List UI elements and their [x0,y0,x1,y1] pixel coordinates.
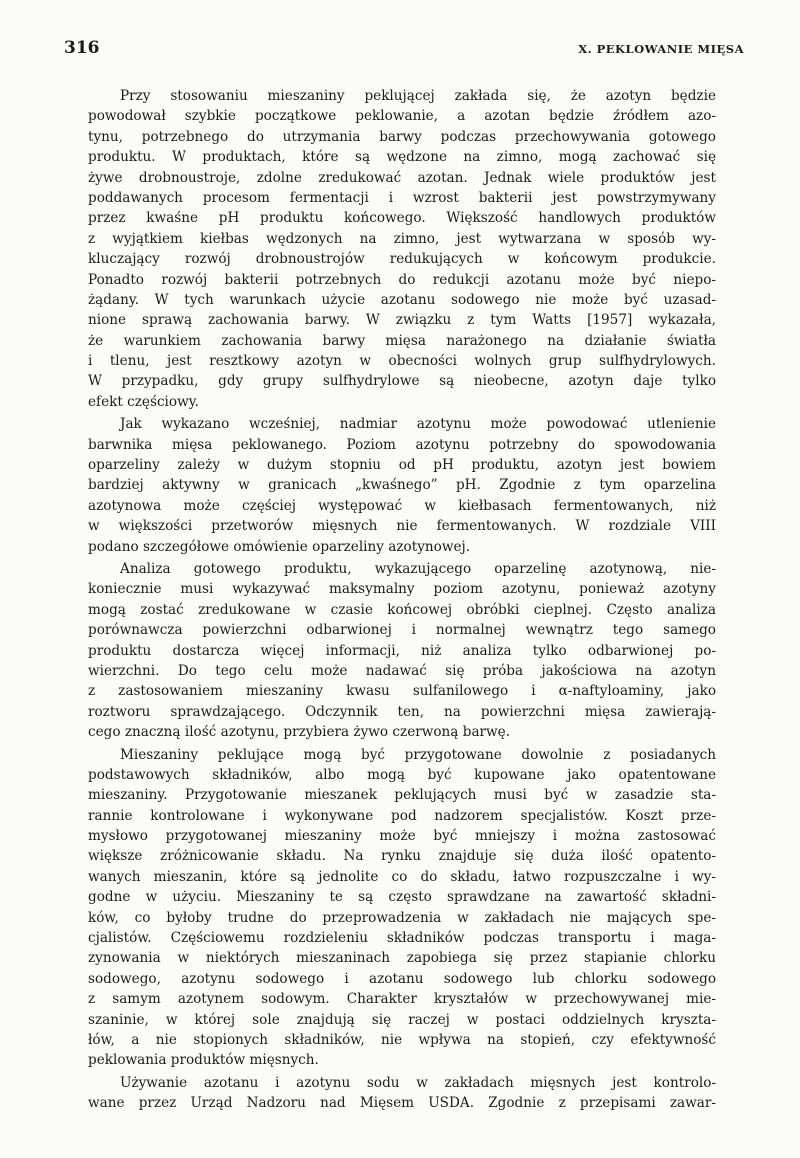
text-line: oparzeliny zależy w dużym stopniu od pH produktu, azotyn jest bowiem [88,457,716,474]
text-line: z wyjątkiem kiełbas wędzonych na zimno, jest wytwarzana w sposób wy- [88,230,716,247]
text-line: wane przez Urząd Nadzoru nad Mięsem USDA. Zgodnie z przepisami zawar- [88,1095,716,1112]
text-line: ków, co byłoby trudne do przeprowadzenia w zakładach nie mających spe- [88,909,716,926]
text-line: że warunkiem zachowania barwy mięsa narażonego na działanie światła [88,332,716,349]
text-line: roztworu sprawdzającego. Odczynnik ten, na powierzchni mięsa zawierają- [88,703,716,720]
text-line: przez kwaśne pH produktu końcowego. Większość handlowych produktów [88,210,716,227]
paragraph [88,745,716,1071]
text-line: godne w użyciu. Mieszaniny te są często sprawdzane na zawartość składni- [88,889,716,906]
paragraph [88,414,716,557]
text-line: produktu. W produktach, które są wędzone na zimno, mogą zachować się [88,149,716,166]
text-line: tynu, potrzebnego do utrzymania barwy podczas przechowywania gotowego [88,128,716,145]
text-line: zynowania w niektórych mieszaninach zapobiega się przez stapianie chlorku [88,950,716,967]
text-line: cego znaczną ilość azotynu, przybiera żywo czerwoną barwę. [88,724,511,741]
text-line: podano szczegółowe omówienie oparzeliny azotynowej. [88,538,471,555]
text-line: mogą zostać zredukowane w czasie końcowej obróbki cieplnej. Często analiza [88,601,716,618]
text-line: porównawcza powierzchni odbarwionej i normalnej wewnątrz tego samego [88,622,716,639]
text-line: żywe drobnoustroje, zdolne zredukować azotan. Jednak wiele produktów jest [88,169,716,186]
page-header [64,38,744,62]
paragraph [88,1073,716,1114]
text-line: W przypadku, gdy grupy sulfhydrylowe są nieobecne, azotyn daje tylko [88,373,716,390]
page-number: 316 [64,38,100,58]
text-line: Używanie azotanu i azotynu sodu w zakładach mięsnych jest kontrolo- [120,1074,716,1091]
text-line: Jak wykazano wcześniej, nadmiar azotynu może powodować utlenienie [120,416,716,433]
text-line: podstawowych składników, albo mogą być kupowane jako opatentowane [88,766,716,783]
text-line: Ponadto rozwój bakterii potrzebnych do redukcji azotanu może być niepo- [88,271,716,288]
text-line: efekt częściowy. [88,393,199,410]
text-line: poddawanych procesom fermentacji i wzrost bakterii jest powstrzymywany [88,189,716,206]
text-line: z samym azotynem sodowym. Charakter kryształów w przechowywanej mie- [88,991,716,1008]
text-line: azotynowa może częściej występować w kiełbasach fermentowanych, niż [88,497,716,514]
text-line: i tlenu, jest resztkowy azotyn w obecności wolnych grup sulfhydrylowych. [88,353,716,370]
text-line: mysłowo przygotowanej mieszaniny może być mniejszy i można zastosować [88,828,716,845]
text-line: w większości przetworów mięsnych nie fermentowanych. W rozdziale VIII [88,518,716,535]
text-line: mieszaniny. Przygotowanie mieszanek peklujących musi być w zasadzie sta- [88,787,716,804]
text-line: powodował szybkie początkowe peklowanie, a azotan będzie źródłem azo- [88,108,716,125]
paragraph [88,559,716,743]
text-line: cjalistów. Częściowemu rozdzieleniu składników podczas transportu i maga- [88,930,716,947]
text-line: łów, a nie stopionych składników, nie wpływa na stopień, czy efektywność [88,1031,716,1048]
text-line: wierzchni. Do tego celu może nadawać się próba jakościowa na azotyn [88,662,716,679]
text-line: Mieszaniny peklujące mogą być przygotowane dowolnie z posiadanych [120,746,716,763]
text-line: większe zróżnicowanie składu. Na rynku znajduje się duża ilość opatento- [88,848,716,865]
text-line: produktu dostarcza więcej informacji, niż analiza tylko odbarwionej po- [88,642,716,659]
text-line: nione sprawą zachowania barwy. W związku z tym Watts [1957] wykazała, [88,312,716,329]
running-head: X. PEKLOWANIE MIĘSA [578,42,744,56]
text-line: Przy stosowaniu mieszaniny peklującej zakłada się, że azotyn będzie [120,88,716,104]
text-line: rannie kontrolowane i wykonywane pod nadzorem specjalistów. Koszt prze- [88,807,716,824]
text-line: bardziej aktywny w granicach „kwaśnego” pH. Zgodnie z tym oparzelina [88,477,716,494]
text-line: żądany. W tych warunkach użycie azotanu sodowego nie może być uzasad- [88,291,716,308]
text-line: wanych mieszanin, które są jednolite co do składu, łatwo rozpuszczalne i wy- [88,868,716,885]
text-line: barwnika mięsa peklowanego. Poziom azotynu potrzebny do spowodowania [88,436,716,453]
paragraph [88,86,716,412]
text-line: kluczający rozwój drobnoustrojów redukujących w końcowym produkcie. [88,251,716,268]
text-line: peklowania produktów mięsnych. [88,1052,319,1069]
text-line: z zastosowaniem mieszaniny kwasu sulfanilowego i α-naftyloaminy, jako [88,683,716,700]
body-text [88,86,716,1116]
text-line: sodowego, azotynu sodowego i azotanu sodowego lub chlorku sodowego [88,970,716,987]
text-line: koniecznie musi wykazywać maksymalny poziom azotynu, ponieważ azotyny [88,581,716,598]
text-line: Analiza gotowego produktu, wykazującego oparzelinę azotynową, nie- [120,560,716,577]
text-line: szaninie, w której sole znajdują się raczej w postaci oddzielnych kryszta- [88,1011,716,1028]
